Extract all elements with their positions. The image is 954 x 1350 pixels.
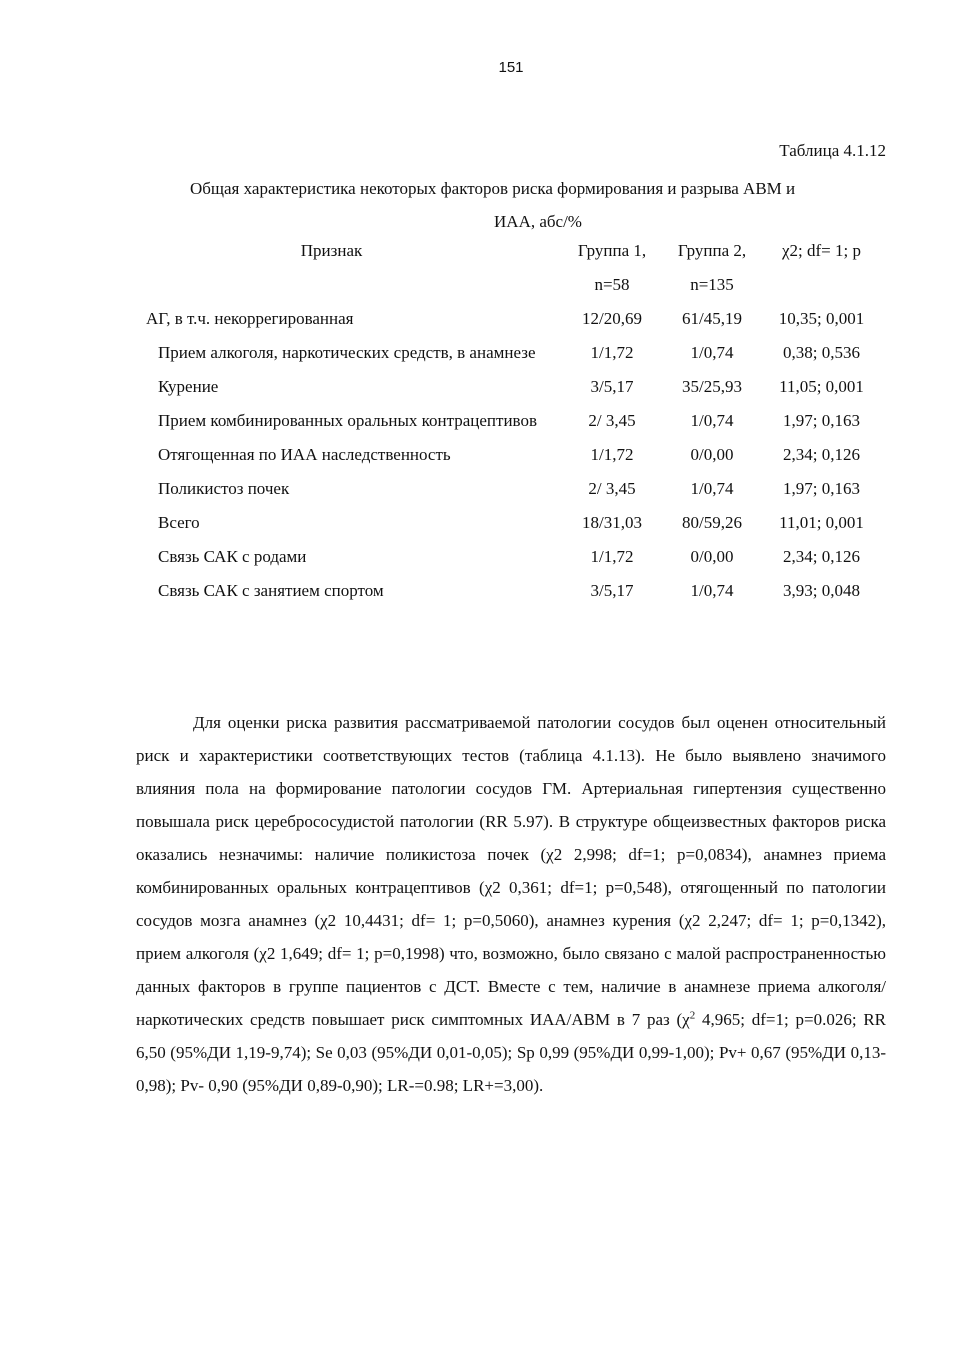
row-group-2-value: 1/0,74 <box>690 411 734 430</box>
table-label: Таблица 4.1.12 <box>779 141 886 160</box>
row-group-2-value: 1/0,74 <box>690 343 734 362</box>
table-row <box>141 574 881 608</box>
chi-square-superscript: 2 <box>689 1009 696 1022</box>
table-row <box>141 302 881 336</box>
header-group-2 <box>662 234 762 302</box>
row-group-1-value: 3/5,17 <box>590 377 634 396</box>
row-statistic: 2,34; 0,126 <box>783 547 860 566</box>
row-feature: Связь САК с занятием спортом <box>158 581 384 600</box>
body-paragraph-text-continued: 4,965; df=1; p=0.026; RR 6,50 (95%ДИ 1,19-9,74); Se 0,03 (95%ДИ 0,01-0,05); Sp 0,99 (95%ДИ 0,99-1,00); Pv+ 0,67 (95%ДИ 0,13-0,98); Pv- 0,90 (95%ДИ 0,89-0,90); LR-=0.98; LR+=3,00). <box>136 1010 887 1095</box>
row-feature: Всего <box>158 513 200 532</box>
row-group-1-value: 2/ 3,45 <box>588 411 636 430</box>
row-group-2-value: 0/0,00 <box>690 445 734 464</box>
row-feature: Отягощенная по ИАА наследственность <box>158 445 451 464</box>
table-caption <box>190 172 886 238</box>
table-header-row <box>141 234 881 302</box>
row-group-1-value: 12/20,69 <box>582 309 642 328</box>
table-row <box>141 370 881 404</box>
table-row <box>141 336 881 370</box>
row-feature: Связь САК с родами <box>158 547 307 566</box>
page-number: 151 <box>498 59 524 76</box>
row-feature: АГ, в т.ч. некоррегированная <box>146 309 354 328</box>
risk-factors-table <box>141 234 881 608</box>
row-statistic: 2,34; 0,126 <box>783 445 860 464</box>
row-group-2-value: 1/0,74 <box>690 581 734 600</box>
row-group-2-value: 1/0,74 <box>690 479 734 498</box>
row-group-2-value: 61/45,19 <box>682 309 742 328</box>
row-group-1-value: 1/1,72 <box>590 547 634 566</box>
row-group-2-value: 80/59,26 <box>682 513 742 532</box>
row-group-2-value: 35/25,93 <box>682 377 742 396</box>
row-statistic: 0,38; 0,536 <box>783 343 860 362</box>
row-feature: Прием алкоголя, наркотических средств, в анамнезе <box>158 343 536 362</box>
table-row <box>141 472 881 506</box>
row-feature: Курение <box>158 377 219 396</box>
row-statistic: 3,93; 0,048 <box>783 581 860 600</box>
header-group-1-title: Группа 1, <box>577 241 647 260</box>
row-group-1-value: 2/ 3,45 <box>588 479 636 498</box>
header-group-1 <box>562 234 662 302</box>
table-caption-line-2: ИАА, абс/% <box>494 212 582 231</box>
row-statistic: 11,01; 0,001 <box>779 513 864 532</box>
header-statistic: χ2; df= 1; p <box>782 241 861 260</box>
row-group-1-value: 1/1,72 <box>590 343 634 362</box>
header-group-1-n: n=58 <box>594 275 630 294</box>
header-group-2-title: Группа 2, <box>677 241 747 260</box>
row-statistic: 1,97; 0,163 <box>783 411 860 430</box>
header-feature: Признак <box>300 241 363 260</box>
table-row <box>141 404 881 438</box>
body-paragraph-text: Для оценки риска развития рассматриваемой патологии сосудов был оценен относительный риск и характеристики соответствующих тестов (таблица 4.1.13). Не было выявлено значимого влияния пола на формирование патологии сосудов ГМ. Артериальная гипертензия существенно повышала риск цереброcосудистой патологии (RR 5.97). В структуре общеизвестных факторов риска оказались незначимы: наличие поликистоза почек (χ2 2,998; df=1; p=0,0834), анамнез приема комбинированных оральных контрацептивов (χ2 0,361; df=1; p=0,548), отягощенный по патологии сосудов мозга анамнез (χ2 10,4431; df= 1; p=0,5060), анамнез курения (χ2 2,247; df= 1; p=0,1342), прием алкоголя (χ2 1,649; df= 1; p=0,1998) что, возможно, было связано с малой распространенностью данных факторов в группе пациентов с ДСТ. Вместе с тем, наличие в анамнезе приема алкоголя/наркотических средств повышает риск симптомных ИАА/АВМ в 7 раз (χ <box>136 713 886 1029</box>
row-statistic: 1,97; 0,163 <box>783 479 860 498</box>
row-group-1-value: 3/5,17 <box>590 581 634 600</box>
row-feature: Поликистоз почек <box>158 479 290 498</box>
body-paragraph <box>136 706 886 1102</box>
table-row <box>141 506 881 540</box>
table-row <box>141 438 881 472</box>
row-statistic: 10,35; 0,001 <box>778 309 865 328</box>
table-row <box>141 540 881 574</box>
row-group-2-value: 0/0,00 <box>690 547 734 566</box>
row-group-1-value: 1/1,72 <box>590 445 634 464</box>
header-group-2-n: n=135 <box>690 275 734 294</box>
row-group-1-value: 18/31,03 <box>582 513 642 532</box>
row-feature: Прием комбинированных оральных контрацептивов <box>158 411 537 430</box>
row-statistic: 11,05; 0,001 <box>779 377 864 396</box>
table-caption-line-1: Общая характеристика некоторых факторов риска формирования и разрыва АВМ и <box>190 179 796 198</box>
